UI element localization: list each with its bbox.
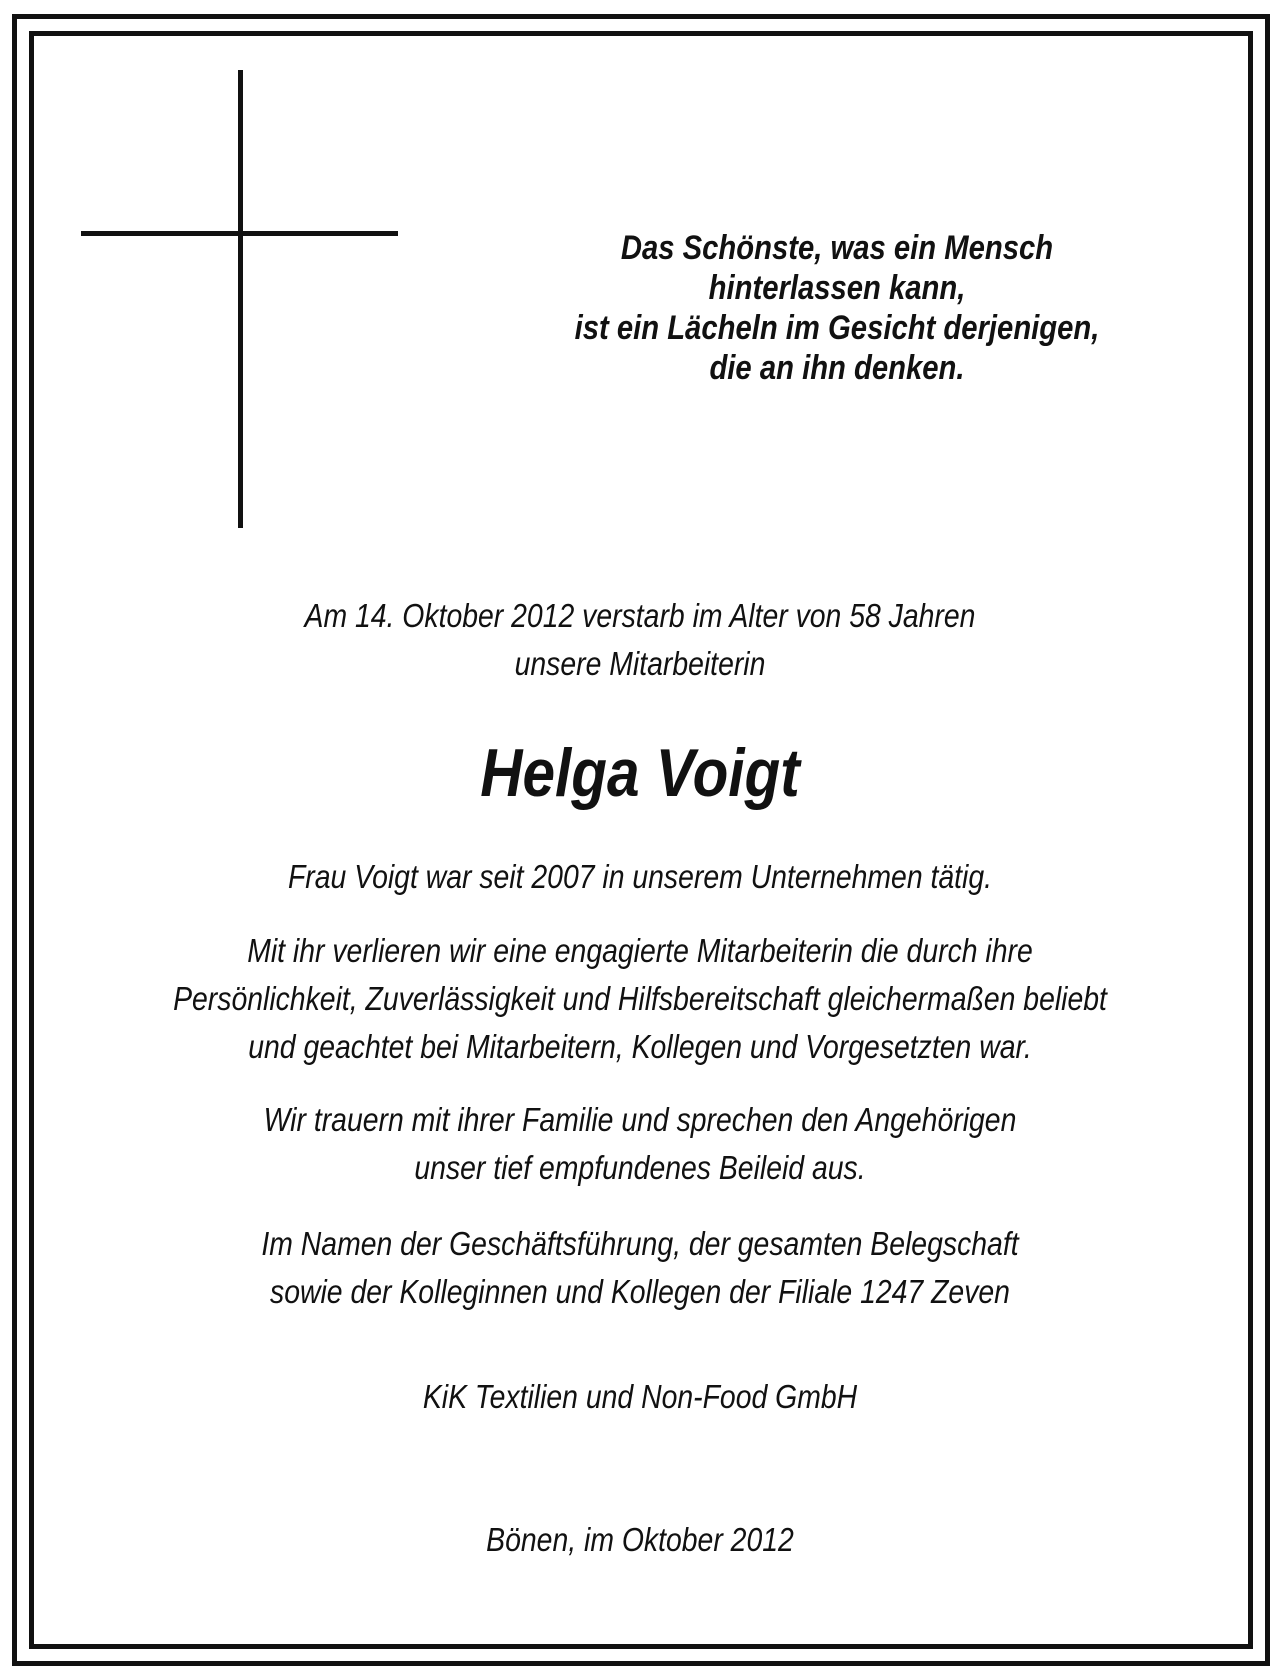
company-name — [141, 1373, 1139, 1421]
deceased-name: Helga Voigt — [480, 735, 800, 811]
death-announcement — [141, 592, 1139, 688]
announcement-line: Am 14. Oktober 2012 verstarb im Alter von 58 Jahren — [304, 597, 976, 634]
announcement-line: unsere Mitarbeiterin — [514, 645, 766, 682]
company-line: KiK Textilien und Non-Food GmbH — [422, 1378, 858, 1415]
tribute-line: und geachtet bei Mitarbeitern, Kollegen und Vorgesetzten war. — [248, 1028, 1032, 1065]
on-behalf-line: sowie der Kolleginnen und Kollegen der Filiale 1247 Zeven — [270, 1273, 1010, 1310]
condolence-line: Wir trauern mit ihrer Familie und sprechen den Angehörigen — [263, 1101, 1017, 1138]
employment-statement — [141, 853, 1139, 901]
place-date-line: Bönen, im Oktober 2012 — [486, 1521, 794, 1558]
tribute-paragraph — [141, 927, 1139, 1071]
cross-icon — [238, 70, 243, 528]
place-and-date — [141, 1516, 1139, 1564]
tribute-line: Mit ihr verlieren wir eine engagierte Mitarbeiterin die durch ihre — [247, 932, 1033, 969]
condolence-paragraph — [141, 1096, 1139, 1192]
employment-line: Frau Voigt war seit 2007 in unserem Unternehmen tätig. — [287, 858, 993, 895]
memorial-quote — [564, 228, 1109, 388]
quote-line: Das Schönste, was ein Mensch — [620, 229, 1054, 267]
condolence-line: unser tief empfundenes Beileid aus. — [414, 1149, 866, 1186]
quote-line: ist ein Lächeln im Gesicht derjenigen, — [574, 309, 1100, 347]
cross-icon-crossbar — [81, 231, 398, 236]
quote-line: die an ihn denken. — [709, 349, 965, 387]
tribute-line: Persönlichkeit, Zuverlässigkeit und Hilfsbereitschaft gleichermaßen beliebt — [173, 980, 1107, 1017]
on-behalf-line: Im Namen der Geschäftsführung, der gesamten Belegschaft — [261, 1225, 1019, 1262]
on-behalf-paragraph — [141, 1220, 1139, 1316]
quote-line: hinterlassen kann, — [708, 269, 966, 307]
